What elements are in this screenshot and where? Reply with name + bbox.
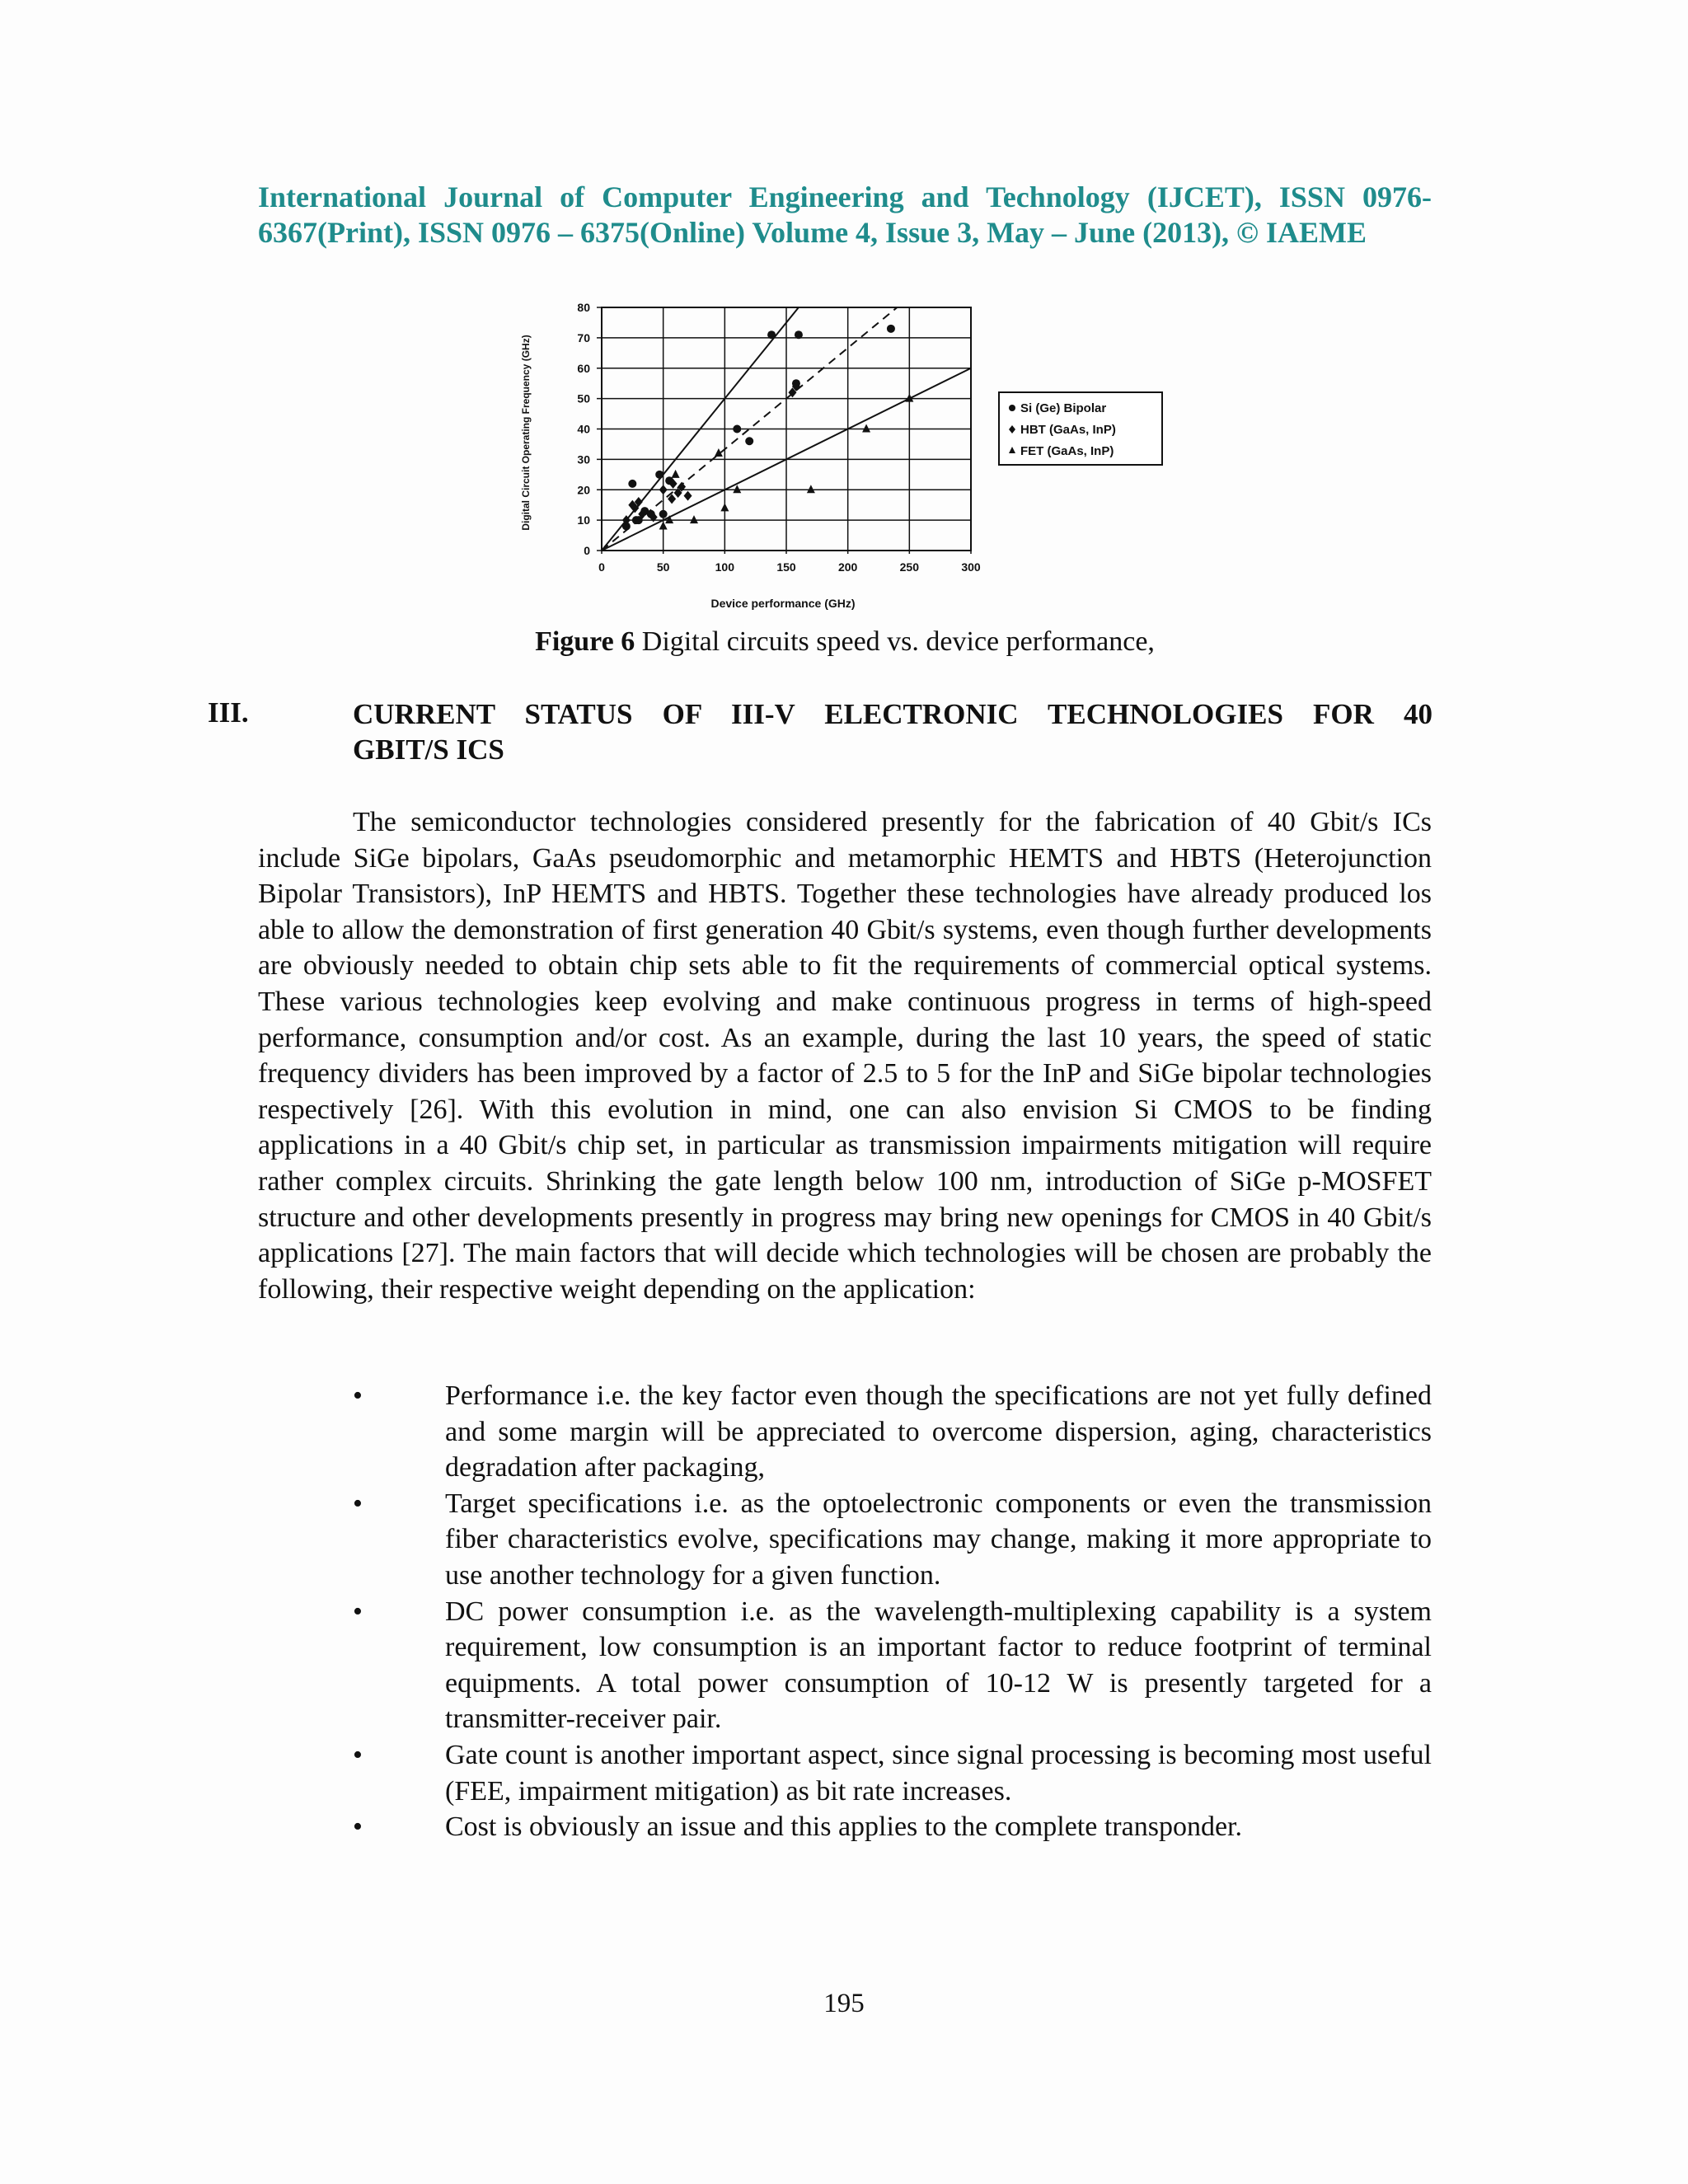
data-point-circle xyxy=(767,330,776,339)
x-tick-label: 50 xyxy=(656,560,670,574)
data-point-circle xyxy=(795,330,803,339)
data-point-triangle xyxy=(672,470,680,478)
data-point-triangle xyxy=(807,485,815,493)
page-number: 195 xyxy=(823,1989,865,2018)
list-item-text: Cost is obviously an issue and this applies to the complete transponder. xyxy=(445,1811,1242,1843)
data-point-circle xyxy=(745,437,753,445)
list-item-text: Gate count is another important aspect, since signal processing is becoming most useful (FEE, impairment mitigation) as bit rate increases. xyxy=(445,1739,1432,1807)
x-tick-label: 150 xyxy=(776,560,796,574)
factor-list xyxy=(258,1378,1432,1845)
journal-header xyxy=(258,180,1432,251)
figure-caption-label: Figure 6 xyxy=(535,626,635,657)
x-tick-label: 200 xyxy=(837,560,858,574)
scatter-chart xyxy=(495,280,1203,626)
list-item xyxy=(258,1809,1432,1845)
y-tick-label: 80 xyxy=(577,301,590,314)
x-tick-label: 300 xyxy=(961,560,981,574)
figure-caption xyxy=(258,625,1432,659)
section-title-line1: CURRENT STATUS OF III-V ELECTRONIC TECHNOLOGIES FOR 40 xyxy=(353,698,1432,730)
x-tick-label: 100 xyxy=(715,560,735,574)
body-paragraph: The semiconductor technologies considered presently for the fabrication of 40 Gbit/s ICs include SiGe bipolars, GaAs pseudomorphic and metamorphic HEMTS and HBTS (Heterojunction Bipolar Transistors), InP HEMTS and HBTS. Together these technologies have already produced los able to allow the demonstration of first generation 40 Gbit/s systems, even though further developments are obviously needed to obtain chip sets able to fit the requirements of commercial optical systems. These various technologies keep evolving and make continuous progress in terms of high-speed performance, consumption and/or cost. As an example, during the last 10 years, the speed of static frequency dividers has been improved by a factor of 2.5 to 5 for the InP and SiGe bipolar technologies respectively [26]. With this evolution in mind, one can also envision Si CMOS to be finding applications in a 40 Gbit/s chip set, in particular as transmission impairments mitigation will require rather complex circuits. Shrinking the gate length below 100 nm, introduction of SiGe p-MOSFET structure and other developments presently in progress may bring new openings for CMOS in 40 Gbit/s applications [27]. The main factors that will decide which technologies will be chosen are probably the following, their respective weight depending on the application: xyxy=(258,807,1432,1305)
x-tick-label: 0 xyxy=(598,560,605,574)
section-title-line2: GBIT/S ICS xyxy=(353,733,504,766)
y-axis-label: Digital Circuit Operating Frequency (GHz) xyxy=(520,335,532,531)
bullet-marker: • xyxy=(353,1488,363,1519)
data-point-circle xyxy=(733,425,741,434)
y-tick-label: 10 xyxy=(577,513,590,527)
data-point-triangle xyxy=(862,424,870,433)
journal-header-line2: 6367(Print), ISSN 0976 – 6375(Online) Volume 4, Issue 3, May – June (2013), © IAEME xyxy=(258,216,1367,249)
data-point-circle xyxy=(655,471,663,479)
y-tick-label: 30 xyxy=(577,452,590,466)
bullet-marker: • xyxy=(353,1811,363,1843)
list-item-text: DC power consumption i.e. as the wavelength-multiplexing capability is a system requirement, low consumption is an important factor to reduce footprint of terminal equipments. A total power consumption of 10-12 W is presently targeted for a transmitter-receiver pair. xyxy=(445,1596,1432,1735)
x-axis-label: Device performance (GHz) xyxy=(710,597,856,610)
section-number: III. xyxy=(208,696,249,729)
list-item xyxy=(258,1737,1432,1809)
y-tick-label: 20 xyxy=(577,483,590,497)
data-point-circle xyxy=(887,325,895,333)
data-point-diamond xyxy=(659,485,668,494)
data-point-triangle xyxy=(720,503,729,511)
chart-legend xyxy=(999,392,1162,465)
y-tick-label: 0 xyxy=(584,544,590,557)
journal-header-line1: International Journal of Computer Engineering and Technology (IJCET), ISSN 0976- xyxy=(258,180,1432,213)
data-point-circle xyxy=(659,510,668,518)
y-tick-label: 50 xyxy=(577,391,590,405)
section-title xyxy=(353,696,1432,767)
list-item xyxy=(258,1594,1432,1737)
figure-caption-text: Digital circuits speed vs. device performance, xyxy=(635,626,1155,657)
data-point-circle xyxy=(628,480,636,488)
data-point-triangle xyxy=(690,515,698,523)
y-tick-label: 60 xyxy=(577,361,590,375)
legend-label: HBT (GaAs, InP) xyxy=(1020,423,1116,437)
data-point-triangle xyxy=(733,485,741,493)
data-point-diamond xyxy=(684,491,692,501)
legend-label: FET (GaAs, InP) xyxy=(1020,444,1114,458)
bullet-marker: • xyxy=(353,1380,363,1411)
legend-label: Si (Ge) Bipolar xyxy=(1020,401,1107,415)
list-item xyxy=(258,1378,1432,1486)
bullet-marker: • xyxy=(353,1596,363,1627)
y-tick-label: 40 xyxy=(577,422,590,436)
x-tick-label: 250 xyxy=(899,560,920,574)
list-item-text: Target specifications i.e. as the optoelectronic components or even the transmission fiber characteristics evolve, specifications may change, making it more appropriate to use another technology for a given function. xyxy=(445,1488,1432,1591)
figure-6 xyxy=(495,280,1203,626)
legend-marker-circle xyxy=(1009,405,1015,411)
bullet-marker: • xyxy=(353,1739,363,1770)
y-tick-label: 70 xyxy=(577,330,590,344)
list-item xyxy=(258,1486,1432,1594)
list-item-text: Performance i.e. the key factor even though the specifications are not yet fully defined and some margin will be appreciated to overcome dispersion, aging, characteristics degradation after packaging, xyxy=(445,1380,1432,1483)
